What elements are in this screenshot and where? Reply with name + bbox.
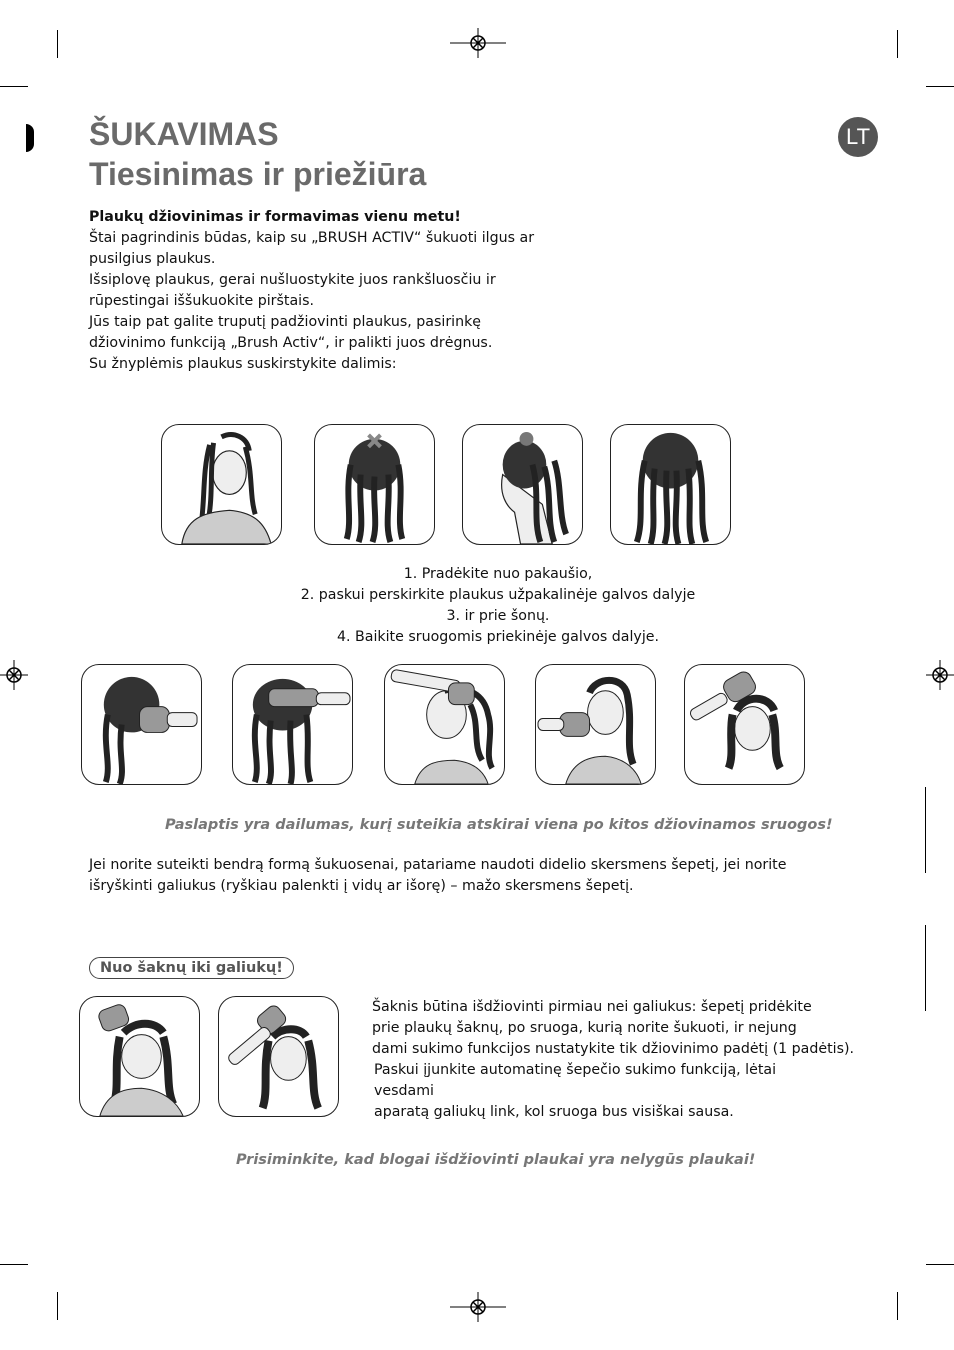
illustration-back-of-head-clipped	[314, 424, 435, 545]
registration-mark-icon	[0, 660, 28, 690]
intro-line: Štai pagrindinis būdas, kaip su „BRUSH ACTIV“ šukuoti ilgus ar	[89, 230, 535, 246]
step-1: 1. Pradėkite nuo pakaušio,	[403, 566, 593, 582]
crop-mark	[0, 86, 28, 87]
intro-line: Su žnyplėmis plaukus suskirstykite dalimis:	[89, 356, 397, 372]
crop-mark	[57, 1292, 58, 1320]
illustration-brush-at-roots	[218, 996, 339, 1117]
roots-section-label: Nuo šaknų iki galiukų!	[89, 957, 294, 979]
advice-line: Jei norite suteikti bendrą formą šukuosenai, patariame naudoti didelio skersmens šepetį, jei norite	[89, 857, 787, 873]
side-rule	[925, 925, 926, 1011]
roots-line: prie plaukų šaknų, po sruoga, kurią norite šukuoti, ir nejung	[372, 1020, 797, 1036]
step-4: 4. Baikite sruogomis priekinėje galvos dalyje.	[336, 629, 660, 645]
step-3: 3. ir prie šonų.	[446, 608, 550, 624]
crop-mark	[897, 30, 898, 58]
roots-text	[372, 997, 872, 1123]
title-line-1: ŠUKAVIMAS	[89, 116, 279, 152]
registration-mark-icon	[450, 28, 506, 58]
crop-mark	[926, 1264, 954, 1265]
illustration-drying-roots	[79, 996, 200, 1117]
registration-mark-icon	[450, 1292, 506, 1322]
tip-secret: Paslaptis yra dailumas, kurį suteikia atskirai viena po kitos džiovinamos sruogos!	[165, 817, 833, 833]
intro-text	[89, 207, 609, 375]
language-badge: LT	[838, 117, 878, 157]
intro-line: rūpestingai iššukuokite pirštais.	[89, 293, 314, 309]
crop-mark	[897, 1292, 898, 1320]
side-rule	[925, 787, 926, 873]
roots-line: aparatą galiukų link, kol sruoga bus visiškai sausa.	[374, 1104, 734, 1120]
step-2: 2. paskui perskirkite plaukus užpakalinėje galvos dalyje	[300, 587, 696, 603]
intro-heading: Plaukų džiovinimas ir formavimas vienu metu!	[89, 209, 461, 225]
roots-line: Šaknis būtina išdžiovinti pirmiau nei galiukus: šepetį pridėkite	[372, 999, 812, 1015]
illustration-back-long-hair	[610, 424, 731, 545]
page-title	[89, 114, 426, 194]
illustration-brushing-front-strand	[535, 664, 656, 785]
advice-text	[89, 855, 849, 897]
intro-line: pusilgius plaukus.	[89, 251, 216, 267]
roots-line: dami sukimo funkcijos nustatykite tik džiovinimo padėtį (1 padėtis).	[372, 1041, 855, 1057]
intro-line: Išsiplovę plaukus, gerai nušluostykite juos rankšluosčiu ir	[89, 272, 496, 288]
illustration-profile-clipped	[462, 424, 583, 545]
illustration-brushing-top-roots	[684, 664, 805, 785]
steps-list	[240, 564, 756, 648]
page-edge-tab	[26, 124, 34, 152]
illustration-brushing-nape	[232, 664, 353, 785]
illustration-brushing-back-section	[81, 664, 202, 785]
reminder: Prisiminkite, kad blogai išdžiovinti plaukai yra nelygūs plaukai!	[236, 1152, 756, 1168]
crop-mark	[0, 1264, 28, 1265]
crop-mark	[57, 30, 58, 58]
registration-mark-icon	[926, 660, 954, 690]
illustration-brushing-side	[384, 664, 505, 785]
roots-line: Paskui įjunkite automatinę šepečio sukimo funkciją, lėtai	[374, 1062, 777, 1078]
title-line-2: Tiesinimas ir priežiūra	[89, 156, 427, 192]
crop-mark	[926, 86, 954, 87]
illustration-woman-front-wet-hair	[161, 424, 282, 545]
advice-line: išryškinti galiukus (ryškiau palenkti į vidų ar išorę) – mažo skersmens šepetį.	[89, 878, 634, 894]
roots-line: vesdami	[374, 1083, 434, 1099]
intro-line: džiovinimo funkciją „Brush Activ“, ir palikti juos drėgnus.	[89, 335, 493, 351]
intro-line: Jūs taip pat galite truputį padžiovinti plaukus, pasirinkę	[89, 314, 482, 330]
